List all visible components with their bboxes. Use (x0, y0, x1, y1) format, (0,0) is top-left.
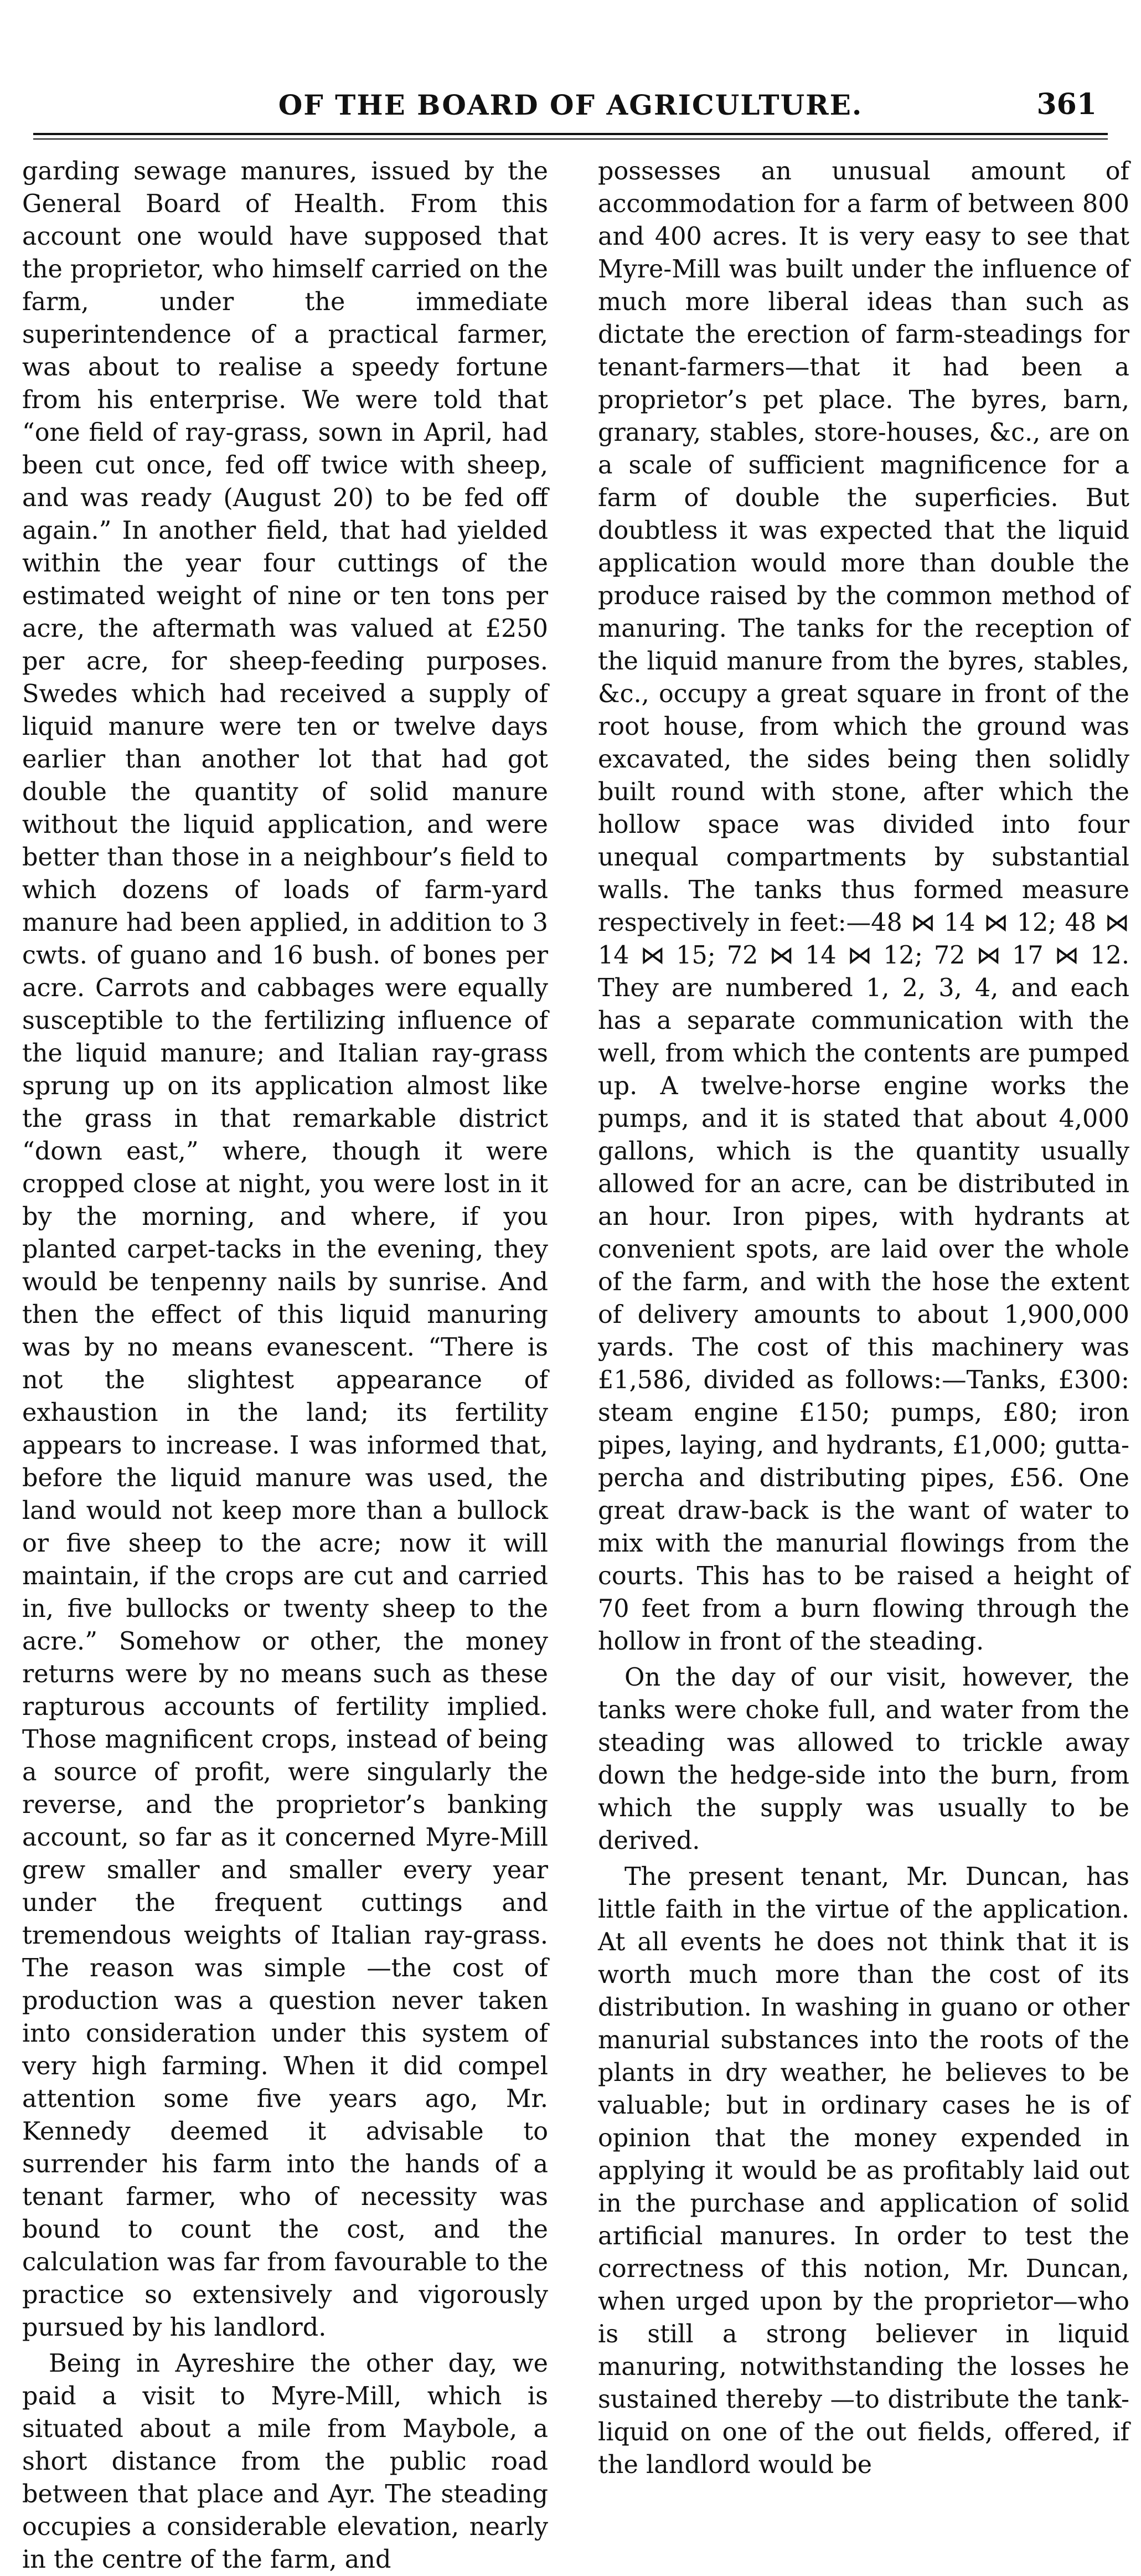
header-rule-thin (33, 138, 1108, 140)
left-paragraph-2: Being in Ayreshire the other day, we paid a visit to Myre-Mill, which is situated about a mile from Maybole, a short distance from the public road between that place and Ayr. The steading occupies a considerable elevation, nearly in the centre of the farm, and (22, 2350, 548, 2574)
right-paragraph-1: possesses an unusual amount of accommodation for a farm of between 800 and 400 acres. It is very easy to see that Myre-Mill was built under the influence of much more liberal ideas than such as dictate the erection of farm-steadings for tenant-farmers—that it had been a proprietor’s pet place. The byres, barn, granary, stables, store-houses, &c., are on a scale of sufficient magnificence for a farm of double the superficies. But doubtless it was expected that the liquid application would more than double the produce raised by the common method of manuring. The tanks for the reception of the liquid manure from the byres, stables, &c., occupy a great square in front of the root house, from which the ground was excavated, the sides being then solidly built round with stone, after which the hollow space was divided into four unequal compartments by substantial walls. The tanks thus formed measure respectively in feet:—48 ⋈ 14 ⋈ 12; 48 ⋈ 14 ⋈ 15; 72 ⋈ 14 ⋈ 12; 72 ⋈ 17 ⋈ 12. They are numbered 1, 2, 3, 4, and each has a separate communication with the well, from which the contents are pumped up. A twelve-horse engine works the pumps, and it is stated that about 4,000 gallons, which is the quantity usually allowed for an acre, can be distributed in an hour. Iron pipes, with hydrants at convenient spots, are laid over the whole of the farm, and with the hose the extent of delivery amounts to about 1,900,000 yards. The cost of this machinery was £1,586, divided as follows:—Tanks, £300: steam engine £150; pumps, £80; iron pipes, laying, and hydrants, £1,000; gutta-percha and distributing pipes, £56. One great draw-back is the want of water to mix with the manurial flowings from the courts. This has to be raised a height of 70 feet from a burn flowing through the hollow in front of the steading. (598, 157, 1129, 1656)
page-number: 361 (1036, 87, 1097, 121)
left-column (22, 155, 548, 2574)
running-head: OF THE BOARD OF AGRICULTURE. (278, 89, 863, 121)
left-paragraph-1: garding sewage manures, issued by the General Board of Health. From this account one would have supposed that the proprietor, who himself carried on the farm, under the immediate superintendence of a practical farmer, was about to realise a speedy fortune from his enterprise. We were told that “one field of ray-grass, sown in April, had been cut once, fed off twice with sheep, and was ready (August 20) to be fed off again.” In another field, that had yielded within the year four cuttings of the estimated weight of nine or ten tons per acre, the aftermath was valued at £250 per acre, for sheep-feeding purposes. Swedes which had received a supply of liquid manure were ten or twelve days earlier than another lot that had got double the quantity of solid manure without the liquid application, and were better than those in a neighbour’s field to which dozens of loads of farm-yard manure had been applied, in addition to 3 cwts. of guano and 16 bush. of bones per acre. Carrots and cabbages were equally susceptible to the fertilizing influence of the liquid manure; and Italian ray-grass sprung up on its application almost like the grass in that remarkable district “down east,” where, though it were cropped close at night, you were lost in it by the morning, and where, if you planted carpet-tacks in the evening, they would be tenpenny nails by sunrise. And then the effect of this liquid manuring was by no means evanescent. “There is not the slightest appearance of exhaustion in the land; its fertility appears to increase. I was informed that, before the liquid manure was used, the land would not keep more than a bullock or five sheep to the acre; now it will maintain, if the crops are cut and carried in, five bullocks or twenty sheep to the acre.” Somehow or other, the money returns were by no means such as these rapturous accounts of fertility implied. Those magnificent crops, instead of being a source of profit, were singularly the reverse, and the proprietor’s banking account, so far as it concerned Myre-Mill grew smaller and smaller every year under the frequent cuttings and tremendous weights of Italian ray-grass. The reason was simple —the cost of production was a question never taken into consideration under this system of very high farming. When it did compel attention some five years ago, Mr. Kennedy deemed it advisable to surrender his farm into the hands of a tenant farmer, who of necessity was bound to count the cost, and the calculation was far from favourable to the practice so extensively and vigorously pursued by his landlord. (22, 157, 548, 2342)
header-rule (33, 133, 1108, 135)
page-header (33, 83, 1108, 127)
right-paragraph-3: The present tenant, Mr. Duncan, has little faith in the virtue of the application. At all events he does not think that it is worth much more than the cost of its distribution. In washing in guano or other manurial substances into the roots of the plants in dry weather, he believes to be valuable; but in ordinary cases he is of opinion that the money expended in applying it would be as profitably laid out in the purchase and application of solid artificial manures. In order to test the correctness of this notion, Mr. Duncan, when urged upon by the proprietor—who is still a strong believer in liquid manuring, notwithstanding the losses he sustained thereby —to distribute the tank-liquid on one of the out fields, offered, if the landlord would be (598, 1863, 1129, 2479)
right-column (598, 155, 1129, 2479)
right-paragraph-2: On the day of our visit, however, the tanks were choke full, and water from the steading was allowed to trickle away down the hedge-side into the burn, from which the supply was usually to be derived. (598, 1663, 1129, 1855)
